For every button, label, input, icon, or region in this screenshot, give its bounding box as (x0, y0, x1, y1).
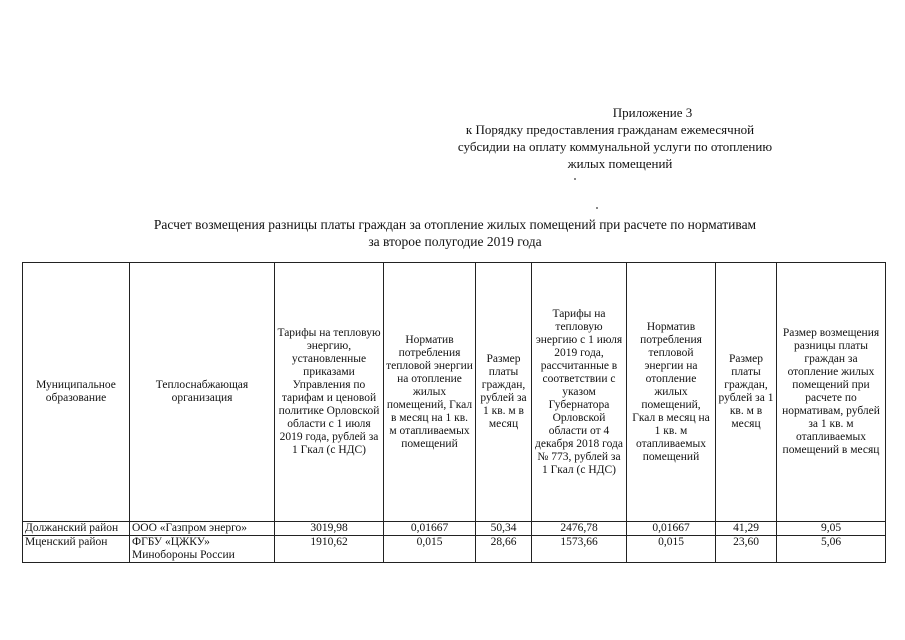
title-line-1: Расчет возмещения разницы платы граждан за отопление жилых помещений при расчете по нормативам (153, 217, 757, 232)
header-tariff-established: Тарифы на тепловую энергию, установленные приказами Управления по тарифам и ценовой политике Орловской области с 1 июля 2019 года, рублей за 1 Гкал (с НДС) (275, 263, 384, 522)
scan-dot (574, 178, 576, 180)
annex-line-4: жилых помещений (567, 156, 673, 171)
annex-header (400, 104, 820, 172)
header-payment-2: Размер платы граждан, рублей за 1 кв. м в месяц (716, 263, 777, 522)
cell-norm-2: 0,01667 (627, 522, 716, 536)
cell-tariff-established: 1910,62 (275, 536, 384, 563)
header-consumption-norm-1: Норматив потребления тепловой энергии на отопление жилых помещений, Гкал в месяц на 1 кв. м отапливаемых помещений (384, 263, 476, 522)
header-tariff-decree: Тарифы на тепловую энергию с 1 июля 2019 года, рассчитанные в соответствии с указом Губернатора Орловской области от 4 декабря 2018 года № 773, рублей за 1 Гкал (с НДС) (532, 263, 627, 522)
header-payment-1: Размер платы граждан, рублей за 1 кв. м в месяц (476, 263, 532, 522)
cell-norm-2: 0,015 (627, 536, 716, 563)
table-row (23, 536, 886, 563)
cell-supplier: ООО «Газпром энерго» (130, 522, 275, 536)
document-title (60, 216, 850, 250)
scan-dot (596, 207, 598, 209)
cell-municipality: Мценский район (23, 536, 130, 563)
table-header-row (23, 263, 886, 522)
cell-payment-2: 23,60 (716, 536, 777, 563)
header-heat-supplier: Теплоснабжающая организация (130, 263, 275, 522)
cell-payment-1: 50,34 (476, 522, 532, 536)
title-line-2: за второе полугодие 2019 года (368, 234, 542, 249)
cell-municipality: Должанский район (23, 522, 130, 536)
cell-payment-1: 28,66 (476, 536, 532, 563)
cell-tariff-decree: 2476,78 (532, 522, 627, 536)
cell-compensation: 9,05 (777, 522, 886, 536)
annex-line-1: Приложение 3 (612, 105, 693, 120)
cell-norm-1: 0,01667 (384, 522, 476, 536)
annex-line-3: субсидии на оплату коммунальной услуги по отоплению (457, 139, 773, 154)
cell-tariff-established: 3019,98 (275, 522, 384, 536)
calculation-table (22, 262, 886, 563)
table-row (23, 522, 886, 536)
header-consumption-norm-2: Норматив потребления тепловой энергии на отопление жилых помещений, Гкал в месяц на 1 кв. м отапливаемых помещений (627, 263, 716, 522)
cell-payment-2: 41,29 (716, 522, 777, 536)
cell-supplier: ФГБУ «ЦЖКУ» Минобороны России (130, 536, 275, 563)
cell-tariff-decree: 1573,66 (532, 536, 627, 563)
annex-line-2: к Порядку предоставления гражданам ежемесячной (465, 122, 755, 137)
cell-compensation: 5,06 (777, 536, 886, 563)
header-compensation: Размер возмещения разницы платы граждан за отопление жилых помещений при расчете по нормативам, рублей за 1 кв. м отапливаемых помещений в месяц (777, 263, 886, 522)
header-municipality: Муниципальное образование (23, 263, 130, 522)
cell-norm-1: 0,015 (384, 536, 476, 563)
